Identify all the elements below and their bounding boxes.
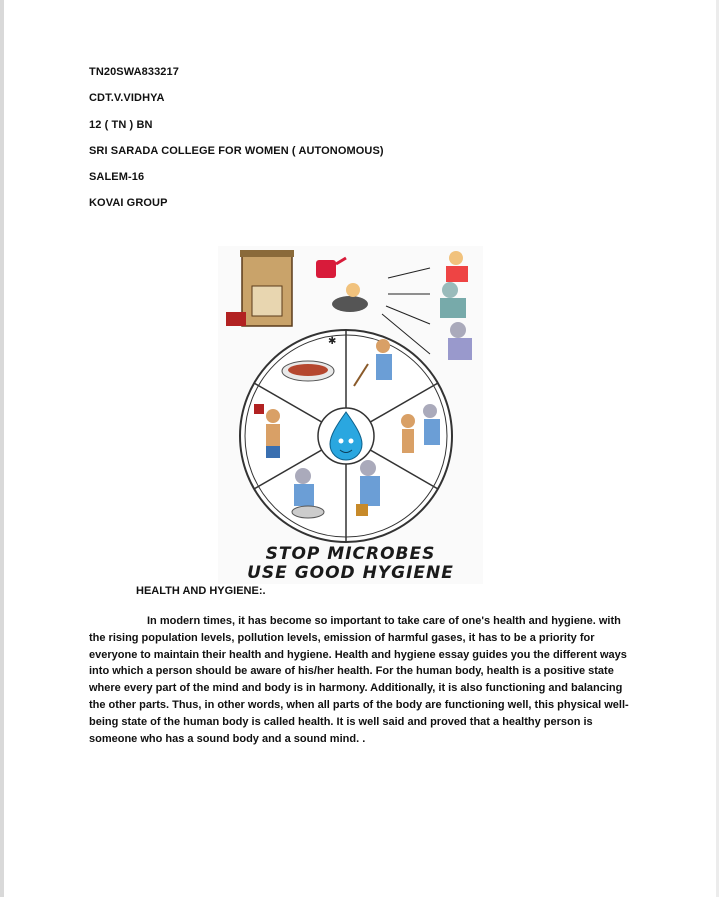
group-name: KOVAI GROUP [89, 197, 168, 209]
svg-text:✱: ✱ [328, 336, 337, 347]
section-heading: HEALTH AND HYGIENE:. [136, 585, 266, 597]
essay-paragraph: In modern times, it has become so important to take care of one's health and hygiene. with the rising population levels, pollution levels, emission of harmful gases, it has to be a priority for everyone to maintain their health and hygiene. Health and hygiene essay guides you the different ways into which a person should be aware of his/her health. For the human body, health is a positive state where every part of the mind and body is in harmony. Additionally, it is also functioning and balancing the other parts. Thus, in other words, when all parts of the body are functioning well, this physical well-being state of the human body is called health. It is well said and proved that a healthy person is someone who has a sound body and a sound mind. . [89, 615, 629, 745]
hygiene-poster-image [218, 246, 483, 584]
college-name: SRI SARADA COLLEGE FOR WOMEN ( AUTONOMOUS) [89, 145, 384, 157]
hygiene-wheel-illustration [218, 246, 483, 546]
cadet-name: CDT.V.VIDHYA [89, 92, 165, 104]
latrine-icon [226, 250, 294, 326]
page-left-edge [0, 0, 4, 897]
family-figures [440, 251, 472, 360]
registration-number: TN20SWA833217 [89, 66, 179, 78]
poster-title-line2: USE GOOD HYGIENE [247, 563, 454, 583]
poster-title-line1: STOP MICROBES [265, 544, 436, 564]
battalion: 12 ( TN ) BN [89, 119, 153, 131]
city: SALEM-16 [89, 171, 145, 183]
water-jug-icon [316, 258, 368, 312]
